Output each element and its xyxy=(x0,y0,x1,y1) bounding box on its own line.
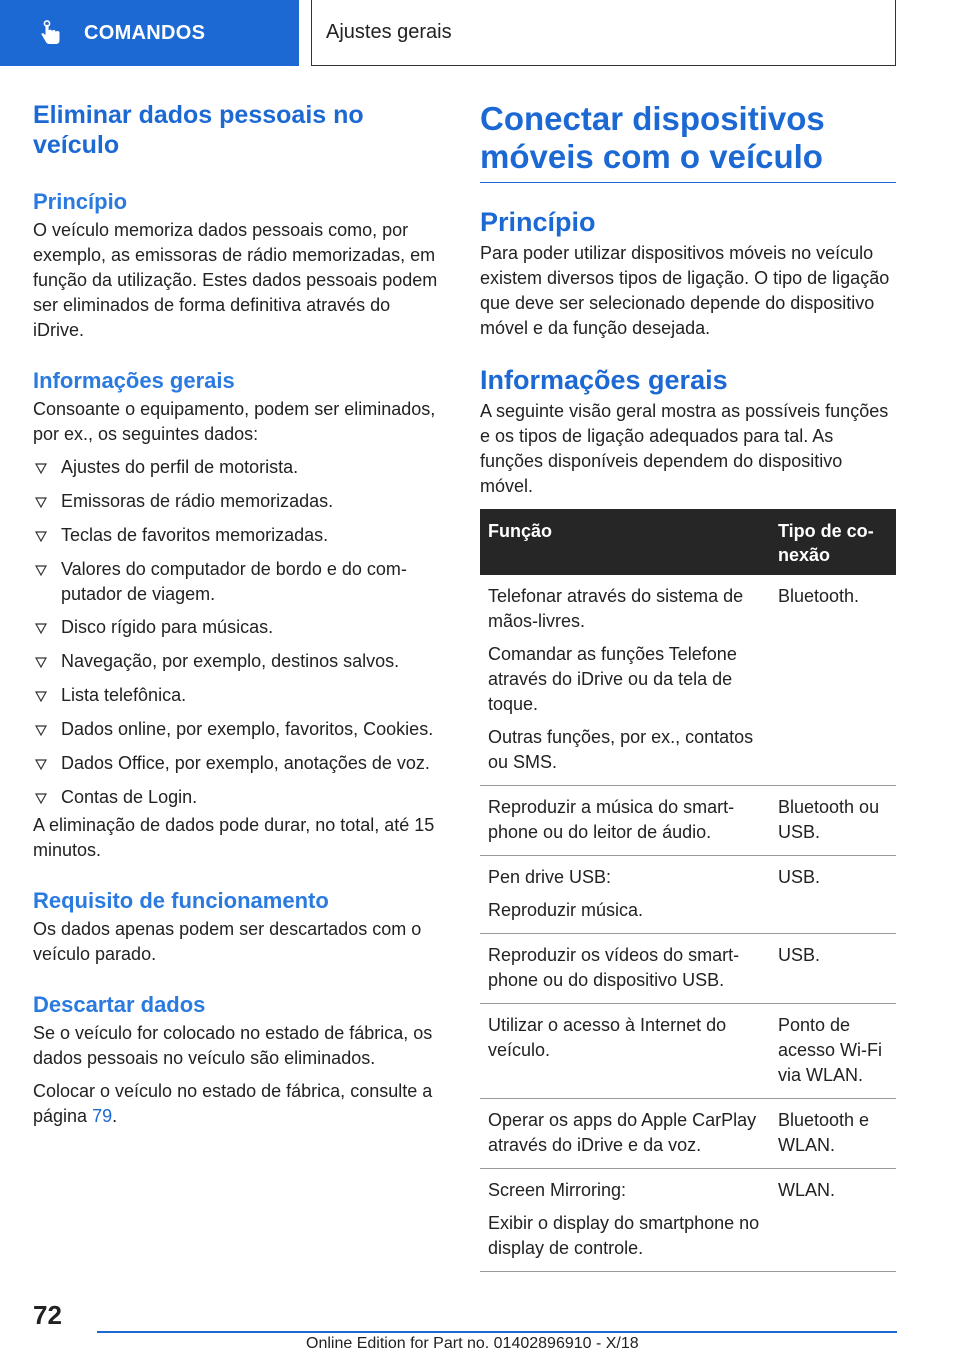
list-item: Contas de Login. xyxy=(33,785,445,811)
general-heading-left: Informações gerais xyxy=(33,368,235,393)
principle-heading-left: Princípio xyxy=(33,189,128,214)
factory-reset-text: Colocar o veículo no estado de fábrica, consulte a página 79. xyxy=(33,1081,433,1126)
general-heading-right: Informações gerais xyxy=(480,365,728,395)
list-item: Teclas de favoritos memorizadas. xyxy=(33,523,445,549)
table-row: Pen drive USB: Reproduzir música. USB. xyxy=(480,856,896,934)
touch-hand-icon xyxy=(40,20,62,46)
table-row: Reproduzir a música do smartphone ou do leitor de áudio. Bluetooth ou USB. xyxy=(480,786,896,856)
table-row: Telefonar através do sistema de mãos-livres. Comandar as funções Telefone através do iDrive ou da tela de toque. Outras funções, por ex., contatos ou SMS. Bluetooth. xyxy=(480,575,896,786)
section-title: Ajustes gerais xyxy=(326,21,452,43)
connection-table xyxy=(480,509,896,1272)
duration-text: A eliminação de dados pode durar, no total, até 15 minutos. xyxy=(33,815,435,860)
discard-text: Se o veículo for colocado no estado de fábrica, os dados pessoais no veículo são eliminados. xyxy=(33,1023,433,1068)
triangle-bullet-icon xyxy=(33,557,61,607)
list-item: Navegação, por exemplo, destinos salvos. xyxy=(33,649,445,675)
triangle-bullet-icon xyxy=(33,751,61,777)
principle-text-left: O veículo memoriza dados pessoais como, por exemplo, as emissoras de rádio memorizadas, em função da utilização. Estes dados pessoais podem ser eliminados de forma definitiva através do iDrive. xyxy=(33,220,438,340)
list-item: Valores do computador de bordo e do computador de viagem. xyxy=(33,557,445,607)
column-header-connection: Tipo de conexão xyxy=(770,509,896,575)
triangle-bullet-icon xyxy=(33,489,61,515)
right-column xyxy=(480,100,896,1272)
data-list xyxy=(33,455,445,811)
edition-text: Online Edition for Part no. 01402896910 - X/18 xyxy=(306,1335,639,1352)
triangle-bullet-icon xyxy=(33,683,61,709)
list-item: Dados online, por exemplo, favoritos, Cookies. xyxy=(33,717,445,743)
title-divider xyxy=(480,182,896,183)
triangle-bullet-icon xyxy=(33,717,61,743)
requirement-heading: Requisito de funcionamento xyxy=(33,888,329,913)
delete-data-title: Eliminar dados pessoais no veículo xyxy=(33,101,364,159)
list-item: Dados Office, por exemplo, anotações de voz. xyxy=(33,751,445,777)
principle-heading-right: Princípio xyxy=(480,207,596,237)
table-header-row xyxy=(480,509,896,575)
list-item: Ajustes do perfil de motorista. xyxy=(33,455,445,481)
table-row: Screen Mirroring: Exibir o display do smartphone no display de controle. WLAN. xyxy=(480,1169,896,1272)
column-header-function: Função xyxy=(480,509,770,575)
table-row: Utilizar o acesso à Internet do veículo. Ponto de acesso Wi-Fi via WLAN. xyxy=(480,1004,896,1099)
triangle-bullet-icon xyxy=(33,523,61,549)
general-text-left: Consoante o equipamento, podem ser eliminados, por ex., os seguintes dados: xyxy=(33,399,436,444)
triangle-bullet-icon xyxy=(33,785,61,811)
triangle-bullet-icon xyxy=(33,649,61,675)
table-row: Operar os apps do Apple CarPlay através do iDrive e da voz. Bluetooth e WLAN. xyxy=(480,1099,896,1169)
list-item: Emissoras de rádio memorizadas. xyxy=(33,489,445,515)
requirement-text: Os dados apenas podem ser descartados com o veículo parado. xyxy=(33,919,422,964)
page-reference-link[interactable]: 79 xyxy=(92,1106,113,1126)
general-text-right: A seguinte visão geral mostra as possíveis funções e os tipos de ligação adequados para tal. As funções disponíveis dependem do dispositivo móvel. xyxy=(480,401,889,496)
discard-heading: Descartar dados xyxy=(33,992,206,1017)
list-item: Lista telefônica. xyxy=(33,683,445,709)
principle-text-right: Para poder utilizar dispositivos móveis no veículo existem diversos tipos de ligação. O tipo de ligação que deve ser selecionado depende do dispositivo móvel e da função desejada. xyxy=(480,243,890,338)
list-item: Disco rígido para músicas. xyxy=(33,615,445,641)
page-number: 72 xyxy=(33,1300,62,1330)
left-column xyxy=(33,100,445,1129)
chapter-tab xyxy=(0,0,299,66)
section-header xyxy=(311,0,896,66)
footer-divider xyxy=(97,1331,897,1333)
chapter-title: COMANDOS xyxy=(84,21,206,44)
triangle-bullet-icon xyxy=(33,615,61,641)
connect-devices-title: Conectar dispositivos móveis com o veículo xyxy=(480,100,825,175)
table-row: Reproduzir os vídeos do smartphone ou do dispositivo USB. USB. xyxy=(480,934,896,1004)
triangle-bullet-icon xyxy=(33,455,61,481)
